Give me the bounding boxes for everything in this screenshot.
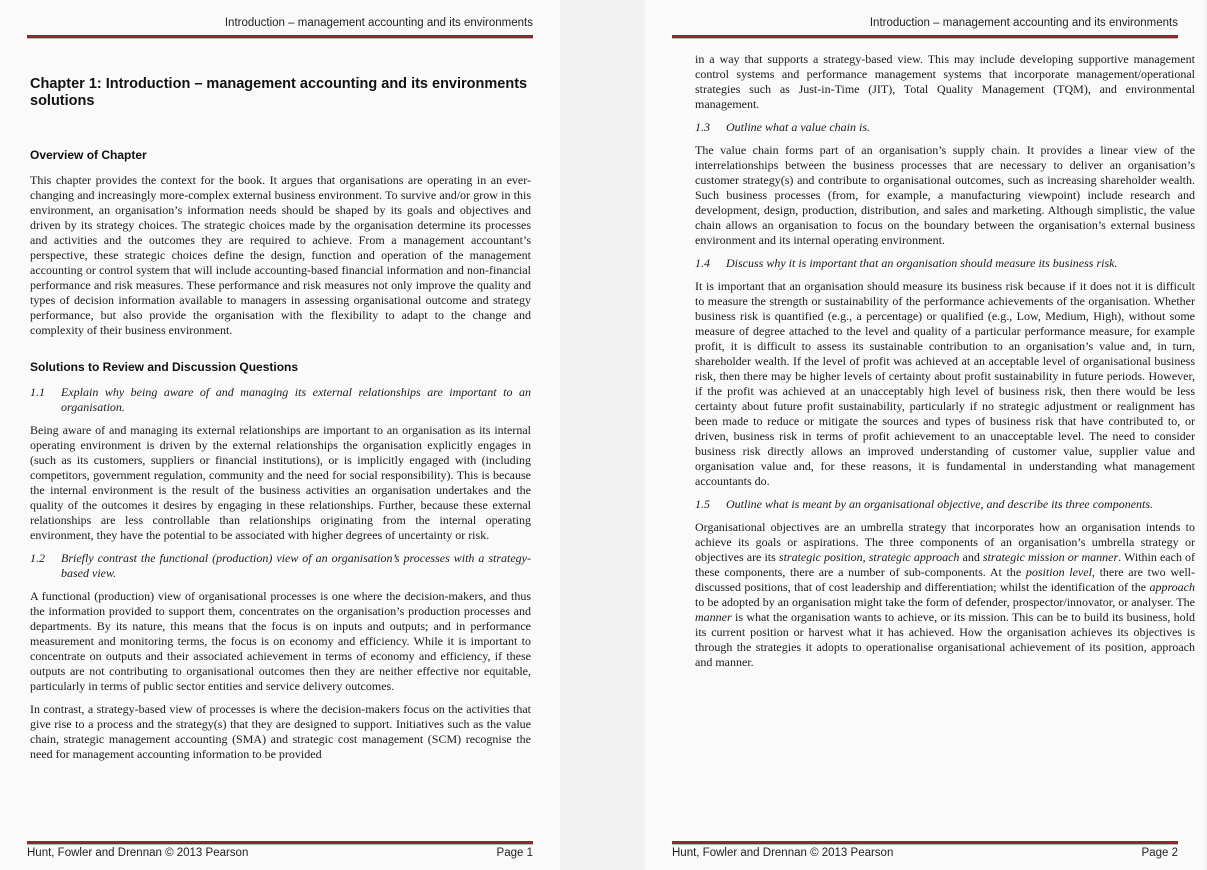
question-text: Discuss why it is important that an organisation should measure its business risk.	[726, 256, 1118, 270]
answer-1-5	[695, 520, 1195, 670]
solutions-heading: Solutions to Review and Discussion Questions	[30, 360, 299, 374]
running-header: Introduction – management accounting and its environments	[224, 17, 533, 29]
question-number: 1.4	[695, 256, 710, 270]
question-1-2	[30, 551, 531, 581]
page-content	[30, 76, 531, 770]
answer-1-2-paragraph-1: A functional (production) view of organisational processes is one where the decision-makers, and thus the information provided to support them, concentrates on the organisation’s production processes and departments. By its nature, this means that the focus is on inputs and outputs; and in performance measurement and monitoring terms, the focus is on economy and efficiency. While it is important to concentrate on outputs and their associated achievement in terms of economy and efficiency, if these outputs are not contributing to organisational outcomes then they are neither effective nor equitable, particularly in terms of public sector entities and service delivery outcomes.	[30, 589, 531, 693]
question-text: Outline what is meant by an organisational objective, and describe its three components.	[726, 497, 1154, 511]
answer-1-2-paragraph-2: In contrast, a strategy-based view of processes is where the decision-makers focus on the activities that give rise to a process and the strategy(s) that they are designed to support. Initiatives such as the value chain, strategic management accounting (SMA) and strategic cost management (SCM) recognise the need for management accounting information to be provided	[30, 702, 531, 761]
overview-paragraph: This chapter provides the context for the book. It argues that organisations are operating in an ever-changing and increasingly more-complex external business environment. To survive and/or grow in this environment, an organisation’s information needs should be shaped by its goals and objectives and driven by its strategy choices. The strategic choices made by the organisation determine its processes and activities and the outcomes they are required to achieve. From a management accountant’s perspective, these strategic choices define the design, function and operation of the management accounting or control system that will include accounting-based financial information and non-financial performance and risk measures. These performance and risk measures not only improve the quality and types of decision information available to managers in assessing organisational outcome and strategy performance, but also provide the organisation with the flexibility to adapt to the change and complexity of their business environment.	[30, 173, 531, 337]
emphasis-manner: manner	[695, 610, 732, 624]
footer-copyright: Hunt, Fowler and Drennan © 2013 Pearson	[672, 847, 894, 859]
question-1-1	[30, 385, 531, 415]
answer-text: there are two well-discussed positions, that of cost leadership and differentiation; whilst the identification of the	[695, 565, 1195, 594]
question-number: 1.1	[30, 385, 45, 399]
footer-rule	[27, 841, 533, 845]
emphasis-strategic-position: strategic position	[778, 550, 863, 564]
question-1-3	[695, 120, 1195, 135]
question-number: 1.3	[695, 120, 710, 134]
answer-text: Organisational objectives are an umbrella strategy that incorporates how an organisation intends to achieve its goals or aspirations. The three components of an organisation’s umbrella strategy or objectives are its	[695, 520, 1195, 564]
header-rule	[27, 35, 533, 39]
question-1-5	[695, 497, 1195, 512]
question-number: 1.5	[695, 497, 710, 511]
question-1-4	[695, 256, 1195, 271]
emphasis-approach: approach	[1149, 580, 1195, 594]
answer-1-2-continued: in a way that supports a strategy-based view. This may include developing supportive management control systems and performance management systems that incorporate management/operational strategies such as Just-in-Time (JIT), Total Quality Management (TQM), and environmental management.	[695, 52, 1195, 111]
emphasis-strategic-approach: strategic approach	[868, 550, 960, 564]
page-number: Page 1	[496, 847, 533, 859]
answer-1-3: The value chain forms part of an organisation’s supply chain. It provides a linear view of the interrelationships between the business processes that are necessary to deliver an organisation’s customer strategy(s) and contribute to organisational outcomes, such as increasing shareholder wealth. Such business processes (from, for example, a manufacturing viewpoint) include research and development, design, production, distribution, and sales and marketing. Although simplistic, the value chain allows an organisation to focus on the boundary between the organisation’s external business environment and its internal operating environment.	[695, 143, 1195, 247]
question-text: Explain why being aware of and managing its external relationships are important to an organisation.	[61, 385, 531, 414]
overview-heading: Overview of Chapter	[30, 148, 147, 162]
header-rule	[672, 35, 1178, 39]
answer-1-4: It is important that an organisation should measure its business risk because if it does not it is difficult to measure the strength or sustainability of the performance achievements of the organisation. Whether business risk is quantified (e.g., a percentage) or qualified (e.g., Low, Medium, High), without some measure of degree attached to the level and quality of a particular performance measure, for example profit, it is difficult to assess its sustainable contribution to an organisation’s value and, in turn, shareholder wealth. If the level of profit was achieved at an acceptable level of organisational business risk, then there may be higher levels of certainty about profit sustainability in future periods. However, if the profit was achieved at an unacceptably high level of business risk, then there would be less certainty about future profit sustainability, particularly if no strategic adjustment or realignment has been made to reduce or mitigate the sources and types of business risk that have contributed to, or driven, business risk in terms of profit achievement to an unacceptable level. The need to consider business risk directly allows an improved understanding of customer value, supplier value and organisation value and, for these reasons, it is fundamental in understanding what management accountants do.	[695, 279, 1195, 488]
page-footer	[27, 847, 533, 859]
chapter-title: Chapter 1: Introduction – management accounting and its environments solutions	[30, 76, 528, 109]
answer-text: . Within each of these components, there are a number of sub-components. At the	[695, 550, 1196, 579]
page-content	[695, 52, 1195, 678]
question-number: 1.2	[30, 551, 45, 565]
answer-1-1: Being aware of and managing its external relationships are important to an organisation as its internal operating environment is driven by the external relationships the organisation explicitly engages in (such as its customers, suppliers or financial institutions), or is implicitly engaged with (including competitors, government regulation, community and the need for social responsibility). This is because the internal environment is the result of the business activities an organisation undertakes and the quality of the outcomes it desires by engaging in these relationships. Further, because these external relationships are less controllable than relationships originating from the internal operating environment, they have the potential to be associated with higher degrees of uncertainty or risk.	[30, 423, 531, 542]
page-footer	[672, 847, 1178, 859]
emphasis-position-level: position level,	[1025, 565, 1095, 579]
answer-text: is what the organisation wants to achieve, or its mission. This can be to build its business, hold its current position or harvest what it has achieved. How the organisation achieves its objectives is through the strategies it adopts to operationalise organisational achievement of its position, approach and manner.	[695, 610, 1195, 669]
answer-text: ,	[862, 550, 869, 564]
running-header: Introduction – management accounting and its environments	[869, 17, 1178, 29]
page-number: Page 2	[1141, 847, 1178, 859]
footer-rule	[672, 841, 1178, 845]
document-page-2	[645, 0, 1205, 870]
question-text: Briefly contrast the functional (production) view of an organisation’s processes with a strategy-based view.	[61, 551, 531, 580]
answer-text: to be adopted by an organisation might take the form of defender, prospector/innovator, or analyser. The	[695, 595, 1195, 609]
question-text: Outline what a value chain is.	[726, 120, 870, 134]
document-page-1	[0, 0, 560, 870]
answer-text: and	[959, 550, 983, 564]
footer-copyright: Hunt, Fowler and Drennan © 2013 Pearson	[27, 847, 249, 859]
emphasis-strategic-mission: strategic mission or manner	[982, 550, 1119, 564]
